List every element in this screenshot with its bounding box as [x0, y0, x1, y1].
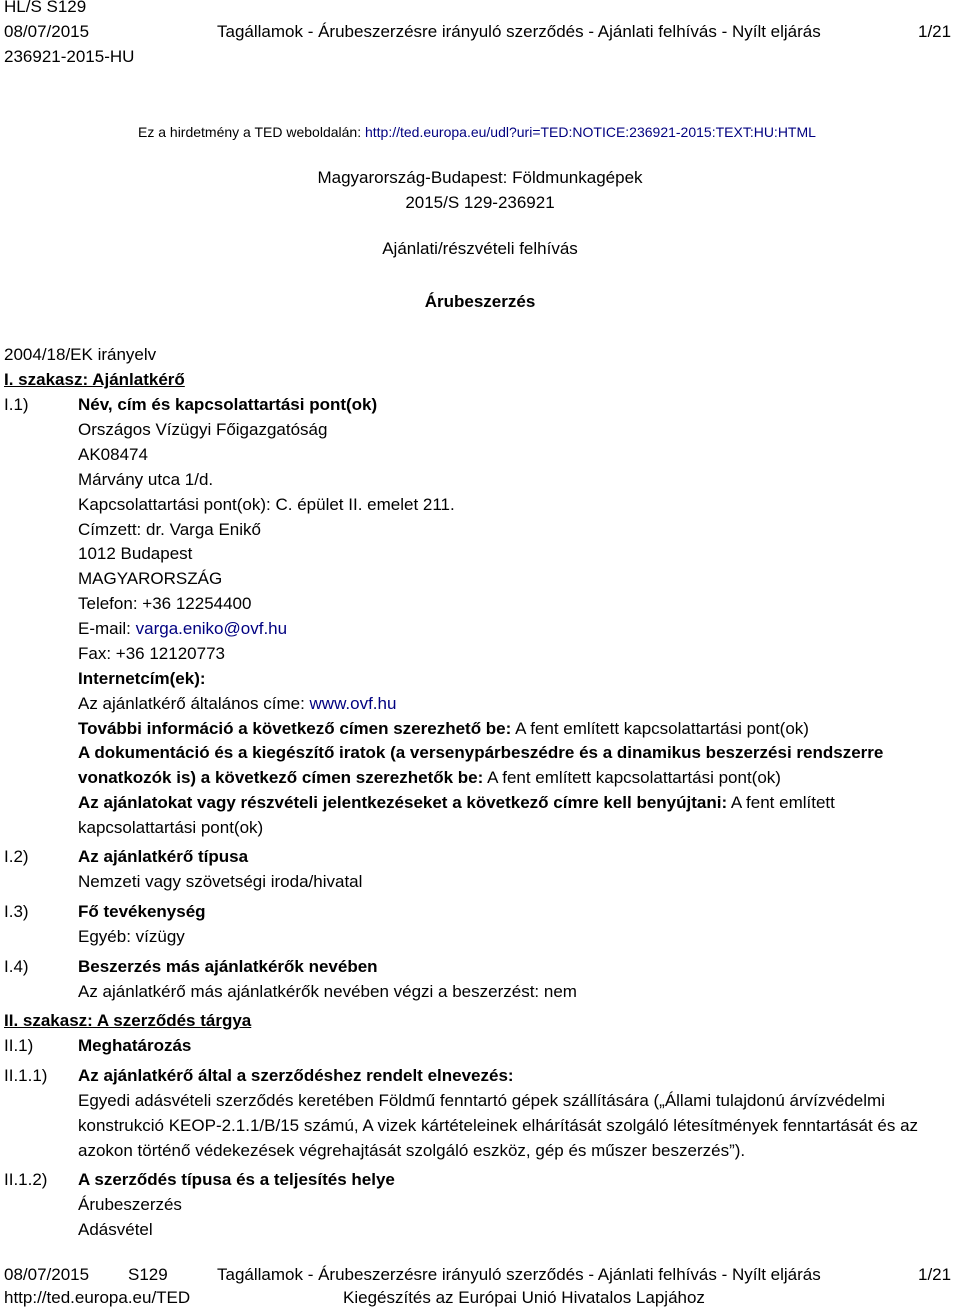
s12-title: Az ajánlatkérő típusa — [78, 847, 249, 866]
email-label: E-mail: — [78, 619, 136, 638]
footer-date: 08/07/2015 — [4, 1265, 90, 1284]
header-date: 08/07/2015 — [4, 22, 90, 41]
s211-num: II.1.1) — [4, 1066, 48, 1085]
header-doc-id: 236921-2015-HU — [4, 47, 135, 66]
fax: Fax: +36 12120773 — [78, 644, 225, 663]
docs-label: A dokumentáció és a kiegészítő iratok (a versenypárbeszédre és a dinamikus beszerzési rendszerre vonatkozók is) a következő címen szerezhetők be: — [78, 743, 884, 787]
s11-num: I.1) — [4, 395, 29, 414]
header-page: 1/21 — [918, 22, 952, 41]
org-name: Országos Vízügyi Főigazgatóság — [78, 420, 328, 439]
city: 1012 Budapest — [78, 544, 193, 563]
internet-label: Internetcím(ek): — [78, 669, 206, 688]
street: Márvány utca 1/d. — [78, 470, 214, 489]
heading-type: Ajánlati/részvételi felhívás — [382, 239, 578, 258]
footer-ref: S129 — [128, 1265, 168, 1284]
general-addr-line — [78, 692, 396, 717]
attention: Címzett: dr. Varga Enikő — [78, 520, 261, 539]
s212-num: II.1.2) — [4, 1170, 48, 1189]
header-title: Tagállamok - Árubeszerzésre irányuló szerződés - Ajánlati felhívás - Nyílt eljárás — [217, 22, 821, 41]
s14-num: I.4) — [4, 957, 29, 976]
s12-value: Nemzeti vagy szövetségi iroda/hivatal — [78, 872, 363, 891]
s21-num: II.1) — [4, 1036, 34, 1055]
ted-link[interactable]: http://ted.europa.eu/udl?uri=TED:NOTICE:236921-2015:TEXT:HU:HTML — [364, 124, 816, 140]
s211-title: Az ajánlatkérő által a szerződéshez rendelt elnevezés: — [78, 1066, 514, 1085]
general-addr-link[interactable]: www.ovf.hu — [309, 694, 397, 713]
further-info — [78, 717, 809, 742]
footer-title: Tagállamok - Árubeszerzésre irányuló szerződés - Ajánlati felhívás - Nyílt eljárás — [217, 1265, 821, 1284]
s14-value: Az ajánlatkérő más ajánlatkérők nevében végzi a beszerzést: nem — [78, 982, 577, 1001]
s21-title: Meghatározás — [78, 1036, 192, 1055]
general-addr-label: Az ajánlatkérő általános címe: — [78, 694, 310, 713]
ted-notice-line — [138, 120, 816, 145]
s211-value: Egyedi adásvételi szerződés keretében Földmű fenntartó gépek szállítására („Állami tulajdonú árvízvédelmi konstrukció KEOP-2.1.1/B/15 számú, A vizek kártételeinek elhárítását szolgáló létesítmények fenntartását és az azokon történő védekezések végrehajtását szolgáló eszköz, gép és műszer beszerzés”). — [78, 1091, 919, 1160]
s13-title: Fő tevékenység — [78, 902, 206, 921]
tenders-info — [78, 791, 940, 841]
heading-category: Árubeszerzés — [424, 292, 536, 311]
s212-value2: Adásvétel — [78, 1220, 153, 1239]
heading-ref: 2015/S 129-236921 — [405, 193, 555, 212]
contact-point: Kapcsolattartási pont(ok): C. épület II. emelet 211. — [78, 495, 455, 514]
s11-title: Név, cím és kapcsolattartási pont(ok) — [78, 395, 378, 414]
footer-supplement: Kiegészítés az Európai Unió Hivatalos Lapjához — [343, 1288, 705, 1307]
phone: Telefon: +36 12254400 — [78, 594, 252, 613]
section2-title: II. szakasz: A szerződés tárgya — [4, 1011, 252, 1030]
country: MAGYARORSZÁG — [78, 569, 223, 588]
footer-page: 1/21 — [918, 1265, 952, 1284]
email-link[interactable]: varga.eniko@ovf.hu — [135, 619, 288, 638]
s13-num: I.3) — [4, 902, 29, 921]
tenders-value: A fent említett kapcsolattartási pont(ok) — [78, 793, 835, 837]
docs-value: A fent említett kapcsolattartási pont(ok) — [483, 767, 781, 787]
s13-value: Egyéb: vízügy — [78, 927, 185, 946]
s14-title: Beszerzés más ajánlatkérők nevében — [78, 957, 378, 976]
footer-url[interactable]: http://ted.europa.eu/TED — [4, 1288, 191, 1307]
heading-place: Magyarország-Budapest: Földmunkagépek — [317, 168, 643, 187]
docs-info — [78, 741, 940, 791]
further-info-value: A fent említett kapcsolattartási pont(ok) — [511, 719, 809, 738]
s12-num: I.2) — [4, 847, 29, 866]
further-info-label: További információ a következő címen szerezhető be: — [78, 719, 512, 738]
directive: 2004/18/EK irányelv — [4, 345, 157, 364]
s212-title: A szerződés típusa és a teljesítés helye — [78, 1170, 395, 1189]
email-line — [78, 617, 287, 642]
s212-value1: Árubeszerzés — [78, 1195, 182, 1214]
ted-prefix: Ez a hirdetmény a TED weboldalán: — [138, 124, 365, 140]
header-ref: HL/S S129 — [4, 0, 87, 16]
section1-title: I. szakasz: Ajánlatkérő — [4, 370, 185, 389]
org-code: AK08474 — [78, 445, 148, 464]
tenders-label: Az ajánlatokat vagy részvételi jelentkezéseket a következő címre kell benyújtani: — [78, 793, 728, 812]
